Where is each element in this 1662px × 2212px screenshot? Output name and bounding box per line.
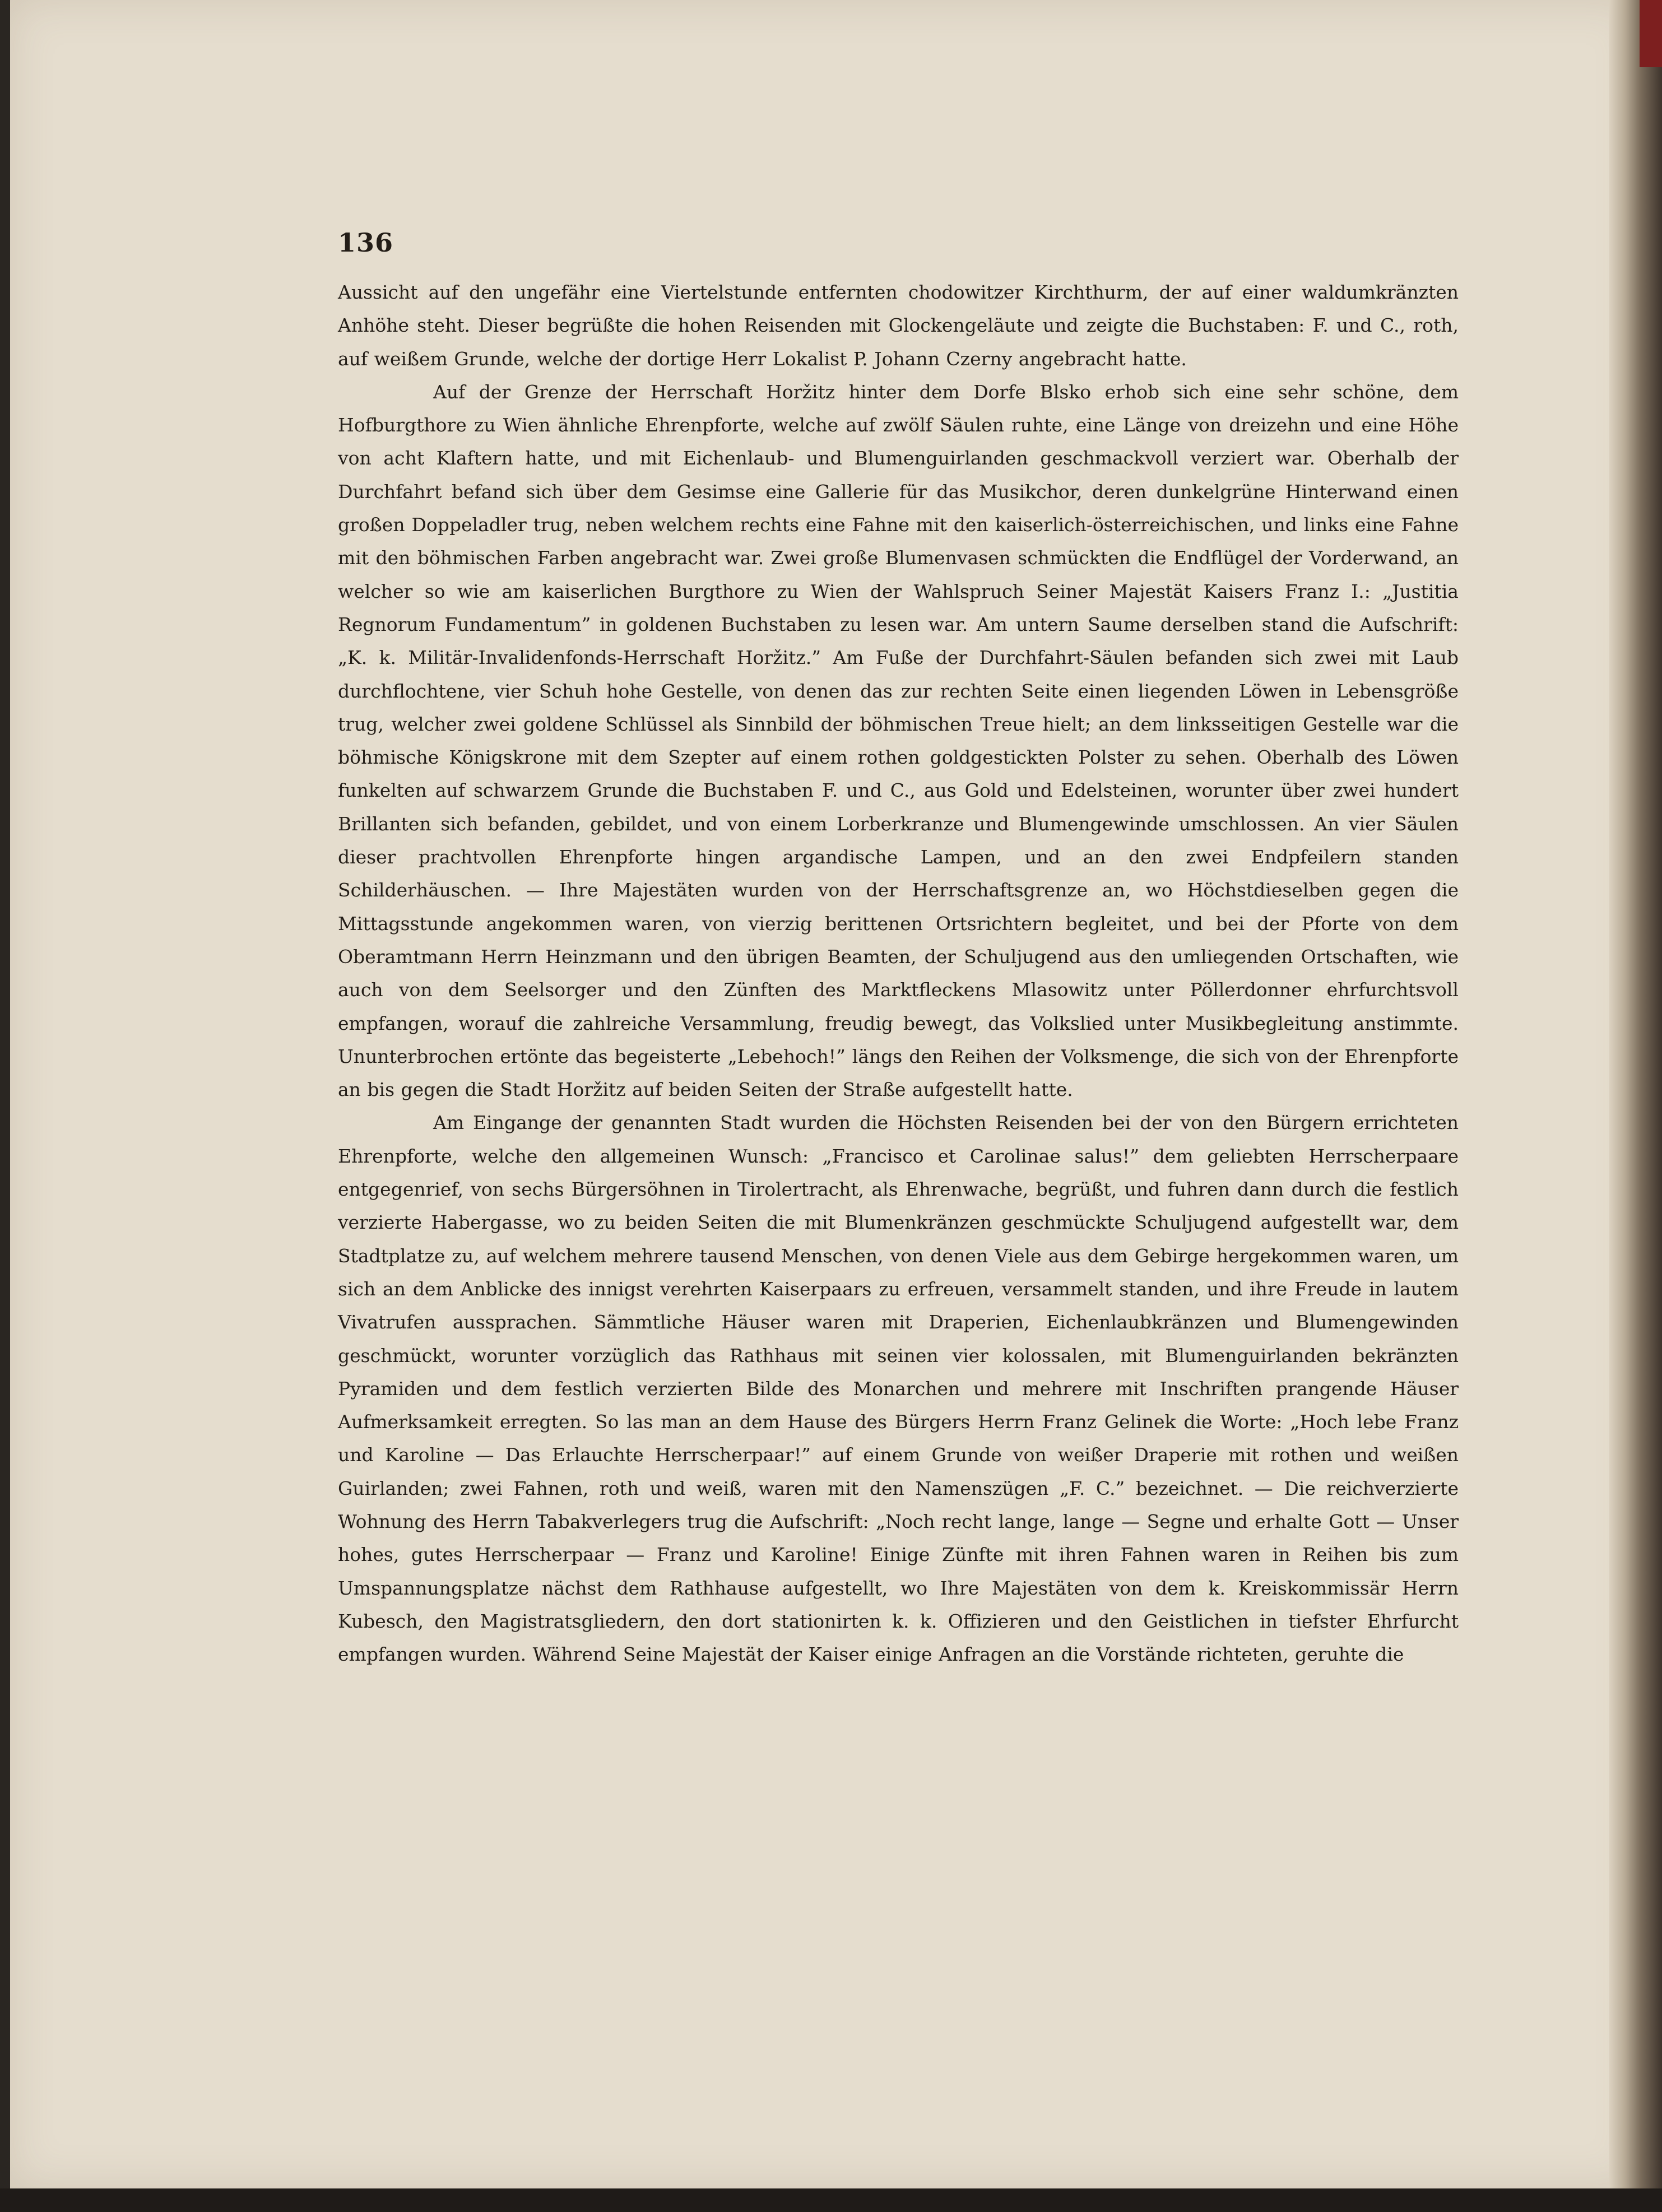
corner-bookmark-ribbon [1640, 0, 1662, 67]
page-number: 136 [338, 227, 394, 258]
book-page [10, 0, 1640, 2188]
paragraph-1: Aussicht auf den ungefähr eine Viertelstunde entfernten chodowitzer Kirchthurm, der auf einer waldumkränzten Anhöhe steht. Dieser begrüßte die hohen Reisenden mit Glockengeläute und zeigte die Buchstaben: F. und C., roth, auf weißem Grunde, welche der dortige Herr Lokalist P. Johann Czerny angebracht hatte. [338, 281, 1459, 370]
book-binding-edge [1609, 0, 1662, 2188]
paragraph-2: Auf der Grenze der Herrschaft Horžitz hinter dem Dorfe Blsko erhob sich eine sehr schöne, dem Hofburgthore zu Wien ähnliche Ehrenpforte, welche auf zwölf Säulen ruhte, eine Länge von dreizehn und eine Höhe von acht Klaftern hatte, und mit Eichenlaub- und Blumenguirlanden geschmackvoll verziert war. Oberhalb der Durchfahrt befand sich über dem Gesimse eine Gallerie für das Musikchor, deren dunkelgrüne Hinterwand einen großen Doppeladler trug, neben welchem rechts eine Fahne mit den kaiserlich-österreichischen, und links eine Fahne mit den böhmischen Farben angebracht war. Zwei große Blumenvasen schmückten die Endflügel der Vorderwand, an welcher so wie am kaiserlichen Burgthore zu Wien der Wahlspruch Seiner Majestät Kaisers Franz I.: „Justitia Regnorum Fundamentum” in goldenen Buchstaben zu lesen war. Am untern Saume derselben stand die Aufschrift: „K. k. Militär-Invalidenfonds-Herrschaft Horžitz.” Am Fuße der Durchfahrt-Säulen befanden sich zwei mit Laub durchflochtene, vier Schuh hohe Gestelle, von denen das zur rechten Seite einen liegenden Löwen in Lebensgröße trug, welcher zwei goldene Schlüssel als Sinnbild der böhmischen Treue hielt; an dem linksseitigen Gestelle war die böhmische Königskrone mit dem Szepter auf einem rothen goldgestickten Polster zu sehen. Oberhalb des Löwen funkelten auf schwarzem Grunde die Buchstaben F. und C., aus Gold und Edelsteinen, worunter über zwei hundert Brillanten sich befanden, gebildet, und von einem Lorberkranze und Blumengewinde umschlossen. An vier Säulen dieser prachtvollen Ehrenpforte hingen argandische Lampen, und an den zwei Endpfeilern standen Schilderhäuschen. — Ihre Majestäten wurden von der Herrschaftsgrenze an, wo Höchstdieselben gegen die Mittagsstunde angekommen waren, von vierzig berittenen Ortsrichtern begleitet, und bei der Pforte von dem Oberamtmann Herrn Heinzmann und den übrigen Beamten, der Schuljugend aus den umliegenden Ortschaften, wie auch von dem Seelsorger und den Zünften des Marktfleckens Mlasowitz unter Pöllerdonner ehrfurchtsvoll empfangen, worauf die zahlreiche Versammlung, freudig bewegt, das Volkslied unter Musikbegleitung anstimmte. Ununterbrochen ertönte das begeisterte „Lebehoch!” längs den Reihen der Volksmenge, die sich von der Ehrenpforte an bis gegen die Stadt Horžitz auf beiden Seiten der Straße aufgestellt hatte. [338, 380, 1459, 1101]
scan-bottom-edge [0, 2188, 1662, 2212]
paragraph-3: Am Eingange der genannten Stadt wurden die Höchsten Reisenden bei der von den Bürgern errichteten Ehrenpforte, welche den allgemeinen Wunsch: „Francisco et Carolinae salus!” dem geliebten Herrscherpaare entgegenrief, von sechs Bürgersöhnen in Tirolertracht, als Ehrenwache, begrüßt, und fuhren dann durch die festlich verzierte Habergasse, wo zu beiden Seiten die mit Blumenkränzen geschmückte Schuljugend aufgestellt war, dem Stadtplatze zu, auf welchem mehrere tausend Menschen, von denen Viele aus dem Gebirge hergekommen waren, um sich an dem Anblicke des innigst verehrten Kaiserpaars zu erfreuen, versammelt standen, und ihre Freude in lautem Vivatrufen aussprachen. Sämmtliche Häuser waren mit Draperien, Eichenlaubkränzen und Blumengewinden geschmückt, worunter vorzüglich das Rathhaus mit seinen vier kolossalen, mit Blumenguirlanden bekränzten Pyramiden und dem festlich verzierten Bilde des Monarchen und mehrere mit Inschriften prangende Häuser Aufmerksamkeit erregten. So las man an dem Hause des Bürgers Herrn Franz Gelinek die Worte: „Hoch lebe Franz und Karoline — Das Erlauchte Herrscherpaar!” auf einem Grunde von weißer Draperie mit rothen und weißen Guirlanden; zwei Fahnen, roth und weiß, waren mit den Namenszügen „F. C.” bezeichnet. — Die reichverzierte Wohnung des Herrn Tabakverlegers trug die Aufschrift: „Noch recht lange, lange — Segne und erhalte Gott — Unser hohes, gutes Herrscherpaar — Franz und Karoline! Einige Zünfte mit ihren Fahnen waren in Reihen bis zum Umspannungsplatze nächst dem Rathhause aufgestellt, wo Ihre Majestäten von dem k. Kreiskommissär Herrn Kubesch, den Magistratsgliedern, den dort stationirten k. k. Offizieren und den Geistlichen in tiefster Ehrfurcht empfangen wurden. Während Seine Majestät der Kaiser einige Anfragen an die Vorstände richteten, geruhte die [338, 1112, 1459, 1666]
text-block [338, 227, 1459, 1671]
